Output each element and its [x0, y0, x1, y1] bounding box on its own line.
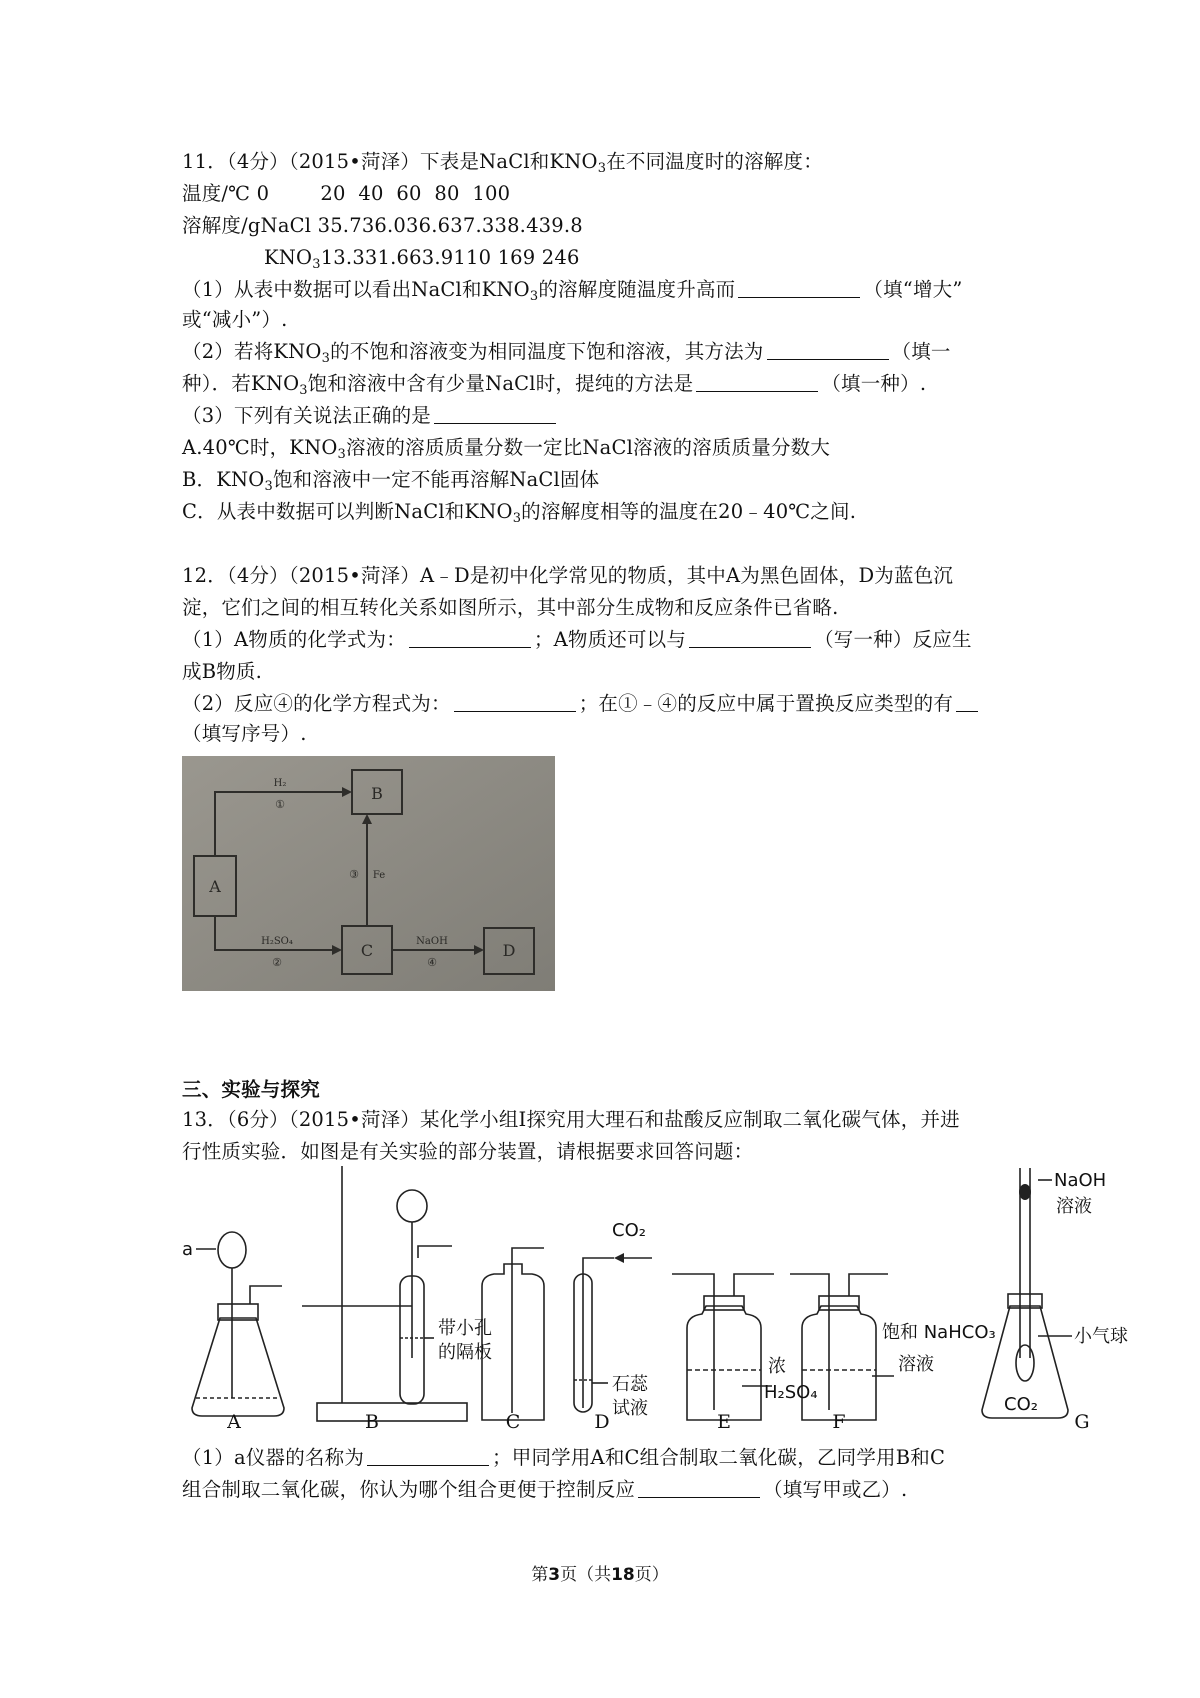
answer-blank[interactable] — [767, 339, 889, 360]
total-pages: 18 — [611, 1565, 635, 1585]
text: （1）A物质的化学式为： — [182, 628, 406, 651]
q11-intro-tail: 在不同温度时的溶解度： — [606, 150, 823, 173]
note-b1: 带小孔 — [438, 1318, 492, 1339]
answer-blank[interactable] — [367, 1445, 489, 1466]
reaction-diagram-photo — [182, 756, 555, 991]
q11-part1-line2: 或“减小”）. — [182, 308, 288, 331]
q11-part3 — [182, 402, 559, 429]
reagent-4: NaOH — [416, 936, 448, 947]
note-g2: 溶液 — [1056, 1196, 1092, 1217]
text: 溶液的溶质质量分数一定比NaCl溶液的溶质质量分数大 — [346, 436, 831, 459]
answer-blank[interactable] — [956, 691, 978, 712]
note-d2: 试液 — [612, 1398, 648, 1419]
table-row-temperature: 温度/℃ 0 20 40 60 80 100 — [182, 182, 511, 205]
note-g3: 小气球 — [1074, 1326, 1128, 1347]
reaction-number-1: ① — [275, 798, 285, 811]
q11-option-c — [182, 498, 856, 525]
note-g1: NaOH — [1054, 1170, 1107, 1191]
apparatus-a-tube — [250, 1286, 282, 1304]
note-g-co2: CO₂ — [1004, 1394, 1038, 1415]
text: （3）下列有关说法正确的是 — [182, 404, 432, 427]
q11-part2-line2 — [182, 370, 926, 397]
q11-intro — [182, 148, 823, 175]
text: （1）从表中数据可以看出NaCl和KNO — [182, 278, 530, 301]
label-a-instrument: a — [182, 1239, 194, 1260]
note-d1: 石蕊 — [612, 1374, 648, 1395]
answer-blank[interactable] — [638, 1477, 760, 1498]
q11-option-b — [182, 466, 599, 493]
reagent-3: Fe — [372, 870, 386, 881]
apparatus-f-outlet — [849, 1274, 888, 1296]
apparatus-d-inlet — [583, 1258, 614, 1408]
answer-blank[interactable] — [696, 371, 818, 392]
text: （填写甲或乙）. — [763, 1478, 908, 1501]
note-e2: H₂SO₄ — [764, 1382, 818, 1403]
subscript: 3 — [299, 383, 308, 398]
text: 饱和溶液中含有少量NaCl时，提纯的方法是 — [307, 372, 694, 395]
text: A.40℃时，KNO — [182, 436, 338, 459]
apparatus-a-funnel — [218, 1232, 246, 1268]
subscript: 3 — [321, 351, 331, 366]
text: ；A物质还可以与 — [533, 628, 687, 651]
apparatus-a-flask — [192, 1318, 284, 1416]
text: （填一种）. — [821, 372, 927, 395]
note-b2: 的隔板 — [438, 1342, 492, 1363]
footer-text: 页（共 — [560, 1565, 612, 1585]
text: ；甲同学用A和C组合制取二氧化碳，乙同学用B和C — [492, 1446, 946, 1469]
apparatus-drawing — [182, 1158, 1170, 1433]
text: ；在①﹣④的反应中属于置换反应类型的有 — [578, 692, 954, 715]
dropper-bulb — [1019, 1184, 1031, 1200]
answer-blank[interactable] — [434, 403, 556, 424]
q13-line1: 13．（6分）（2015•菏泽）某化学小组Ⅰ探究用大理石和盐酸反应制取二氧化碳气体，并进 — [182, 1108, 960, 1131]
text: 组合制取二氧化碳，你认为哪个组合更便于控制反应 — [182, 1478, 636, 1501]
text: 的溶解度相等的温度在20﹣40℃之间. — [521, 500, 857, 523]
note-f2: 溶液 — [898, 1354, 934, 1375]
text: 的溶解度随温度升高而 — [538, 278, 736, 301]
node-c: C — [360, 941, 374, 960]
apparatus-e-stopper — [704, 1296, 744, 1310]
apparatus-figure — [182, 1158, 1170, 1433]
subscript: 3 — [529, 289, 539, 304]
node-d: D — [502, 941, 516, 960]
subscript: 3 — [337, 447, 347, 462]
q13-part1-line1 — [182, 1444, 945, 1471]
reaction-number-4: ④ — [427, 956, 437, 969]
table-row-kno3 — [264, 244, 580, 271]
apparatus-f-stopper — [819, 1296, 859, 1310]
node-b: B — [371, 784, 383, 803]
answer-blank[interactable] — [454, 691, 576, 712]
label-f: F — [832, 1411, 846, 1433]
subscript: 3 — [597, 161, 607, 176]
note-f1: 饱和 NaHCO₃ — [882, 1322, 996, 1343]
q12-part2-line1 — [182, 690, 981, 717]
reagent-1: H₂ — [273, 778, 287, 789]
page-footer — [0, 1560, 1200, 1585]
text: （2）反应④的化学方程式为： — [182, 692, 451, 715]
apparatus-b-outlet — [418, 1246, 452, 1258]
reagent-2: H₂SO₄ — [261, 936, 293, 947]
answer-blank[interactable] — [738, 277, 860, 298]
label-a: A — [227, 1411, 241, 1433]
answer-blank[interactable] — [689, 627, 811, 648]
q12-line2: 淀，它们之间的相互转化关系如图所示，其中部分生成物和反应条件已省略. — [182, 596, 839, 619]
label-d: D — [594, 1411, 610, 1433]
text: （填“增大” — [863, 278, 963, 301]
q11-option-a — [182, 434, 830, 461]
subscript: 3 — [312, 257, 321, 272]
co2-arrowhead — [614, 1253, 624, 1263]
answer-blank[interactable] — [409, 627, 531, 648]
text: （1）a仪器的名称为 — [182, 1446, 365, 1469]
q13-part1-line2 — [182, 1476, 907, 1503]
subscript: 3 — [512, 511, 522, 526]
text: （填一 — [891, 340, 951, 363]
q11-part1-line1 — [182, 276, 963, 303]
text: （写一种）反应生 — [814, 628, 972, 651]
section-heading: 三、实验与探究 — [182, 1078, 320, 1101]
reaction-diagram — [182, 756, 555, 991]
q12-line1: 12．（4分）（2015•菏泽）A﹣D是初中化学常见的物质，其中A为黑色固体，D为蓝色沉 — [182, 564, 954, 587]
apparatus-b-base — [317, 1403, 467, 1421]
note-co2-in: CO₂ — [612, 1220, 646, 1241]
footer-text: 第 — [531, 1565, 549, 1585]
apparatus-e-inlet — [672, 1274, 714, 1410]
text: （2）若将KNO — [182, 340, 322, 363]
text: 的不饱和溶液变为相同温度下饱和溶液，其方法为 — [330, 340, 764, 363]
q12-part2-line2: （填写序号）. — [182, 722, 307, 745]
node-a: A — [209, 877, 221, 896]
footer-text: 页） — [634, 1565, 669, 1585]
note-e1: 浓 — [768, 1356, 786, 1377]
text: B．KNO — [182, 468, 265, 491]
table-row-nacl: 溶解度/gNaCl 35.736.036.637.338.439.8 — [182, 214, 583, 237]
q13-line2: 行性质实验．如图是有关实验的部分装置，请根据要求回答问题： — [182, 1140, 754, 1163]
apparatus-c-tube — [512, 1248, 544, 1413]
kno3-values: 13.331.663.9110 169 246 — [320, 246, 580, 269]
page-number: 3 — [548, 1565, 561, 1585]
label-c: C — [505, 1411, 521, 1433]
text: 种）．若KNO — [182, 372, 300, 395]
reaction-number-3: ③ — [349, 868, 359, 881]
apparatus-g-balloon — [1016, 1345, 1034, 1381]
kno3-label: KNO — [264, 246, 313, 269]
label-b: B — [365, 1411, 379, 1433]
subscript: 3 — [264, 479, 273, 494]
apparatus-e-bottle — [687, 1306, 761, 1420]
q12-part1-line2: 成B物质. — [182, 660, 263, 683]
text: 饱和溶液中一定不能再溶解NaCl固体 — [272, 468, 600, 491]
label-e: E — [717, 1411, 731, 1433]
q11-intro-text: 11．（4分）（2015•菏泽）下表是NaCl和KNO — [182, 150, 598, 173]
apparatus-b-funnel — [397, 1190, 427, 1222]
text: C．从表中数据可以判断NaCl和KNO — [182, 500, 513, 523]
apparatus-e-outlet — [734, 1274, 774, 1296]
label-g: G — [1074, 1411, 1090, 1433]
q12-part1-line1 — [182, 626, 972, 653]
reaction-number-2: ② — [272, 956, 282, 969]
q11-part2-line1 — [182, 338, 951, 365]
